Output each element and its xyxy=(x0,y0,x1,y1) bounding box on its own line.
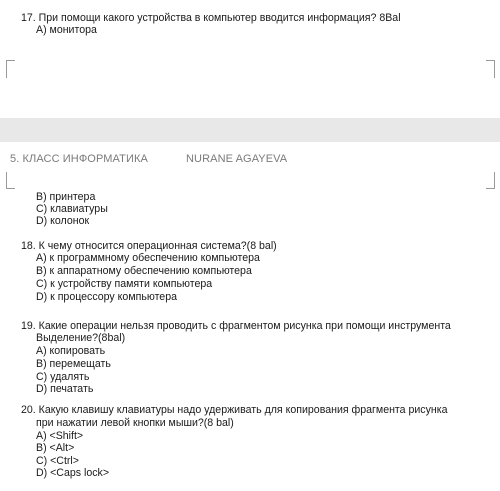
question-20-option-d: D) <Caps lock> xyxy=(36,467,110,479)
question-19-option-d: D) печатать xyxy=(36,383,94,395)
question-20-text-line-2: при нажатии левой кнопки мыши?(8 bal) xyxy=(36,417,234,429)
crop-mark-bottom-left xyxy=(6,172,15,189)
author-name: NURANE AGAYEVA xyxy=(186,153,288,165)
crop-mark-top-left xyxy=(6,60,15,78)
question-20-option-a: A) <Shift> xyxy=(36,430,84,442)
question-17-option-c: C) клавиатуры xyxy=(36,203,108,215)
page-gap xyxy=(0,118,500,142)
question-19-text-line-1: 19. Какие операции нельзя проводить с фрагментом рисунка при помощи инструмента xyxy=(21,320,451,332)
question-18-option-b: B) к аппаратному обеспечению компьютера xyxy=(36,265,252,277)
question-17-option-a: A) монитора xyxy=(36,24,97,36)
question-20-text-line-1: 20. Какую клавишу клавиатуры надо удерживать для копирования фрагмента рисунка xyxy=(21,404,448,416)
question-17-text: 17. При помощи какого устройства в компьютер вводится информация? 8Bal xyxy=(21,12,401,24)
question-17-option-d: D) колонок xyxy=(36,215,90,227)
crop-mark-bottom-right xyxy=(486,172,495,189)
question-19-option-c: C) удалять xyxy=(36,371,90,383)
question-19-option-a: A) копировать xyxy=(36,345,106,357)
question-19-text-line-2: Выделение?(8bal) xyxy=(36,332,126,344)
question-18-option-d: D) к процессору компьютера xyxy=(36,291,177,303)
question-18-text: 18. К чему относится операционная система?(8 bal) xyxy=(21,240,277,252)
class-label: 5. КЛАСС ИНФОРМАТИКА xyxy=(10,153,148,165)
question-18-option-c: C) к устройству памяти компьютера xyxy=(36,278,213,290)
crop-mark-top-right xyxy=(486,60,495,78)
question-17-option-b: B) принтера xyxy=(36,191,96,203)
question-18-option-a: A) к программному обеспечению компьютера xyxy=(36,252,260,264)
question-20-option-c: C) <Ctrl> xyxy=(36,455,79,467)
question-19-option-b: B) перемещать xyxy=(36,358,111,370)
question-20-option-b: B) <Alt> xyxy=(36,442,75,454)
